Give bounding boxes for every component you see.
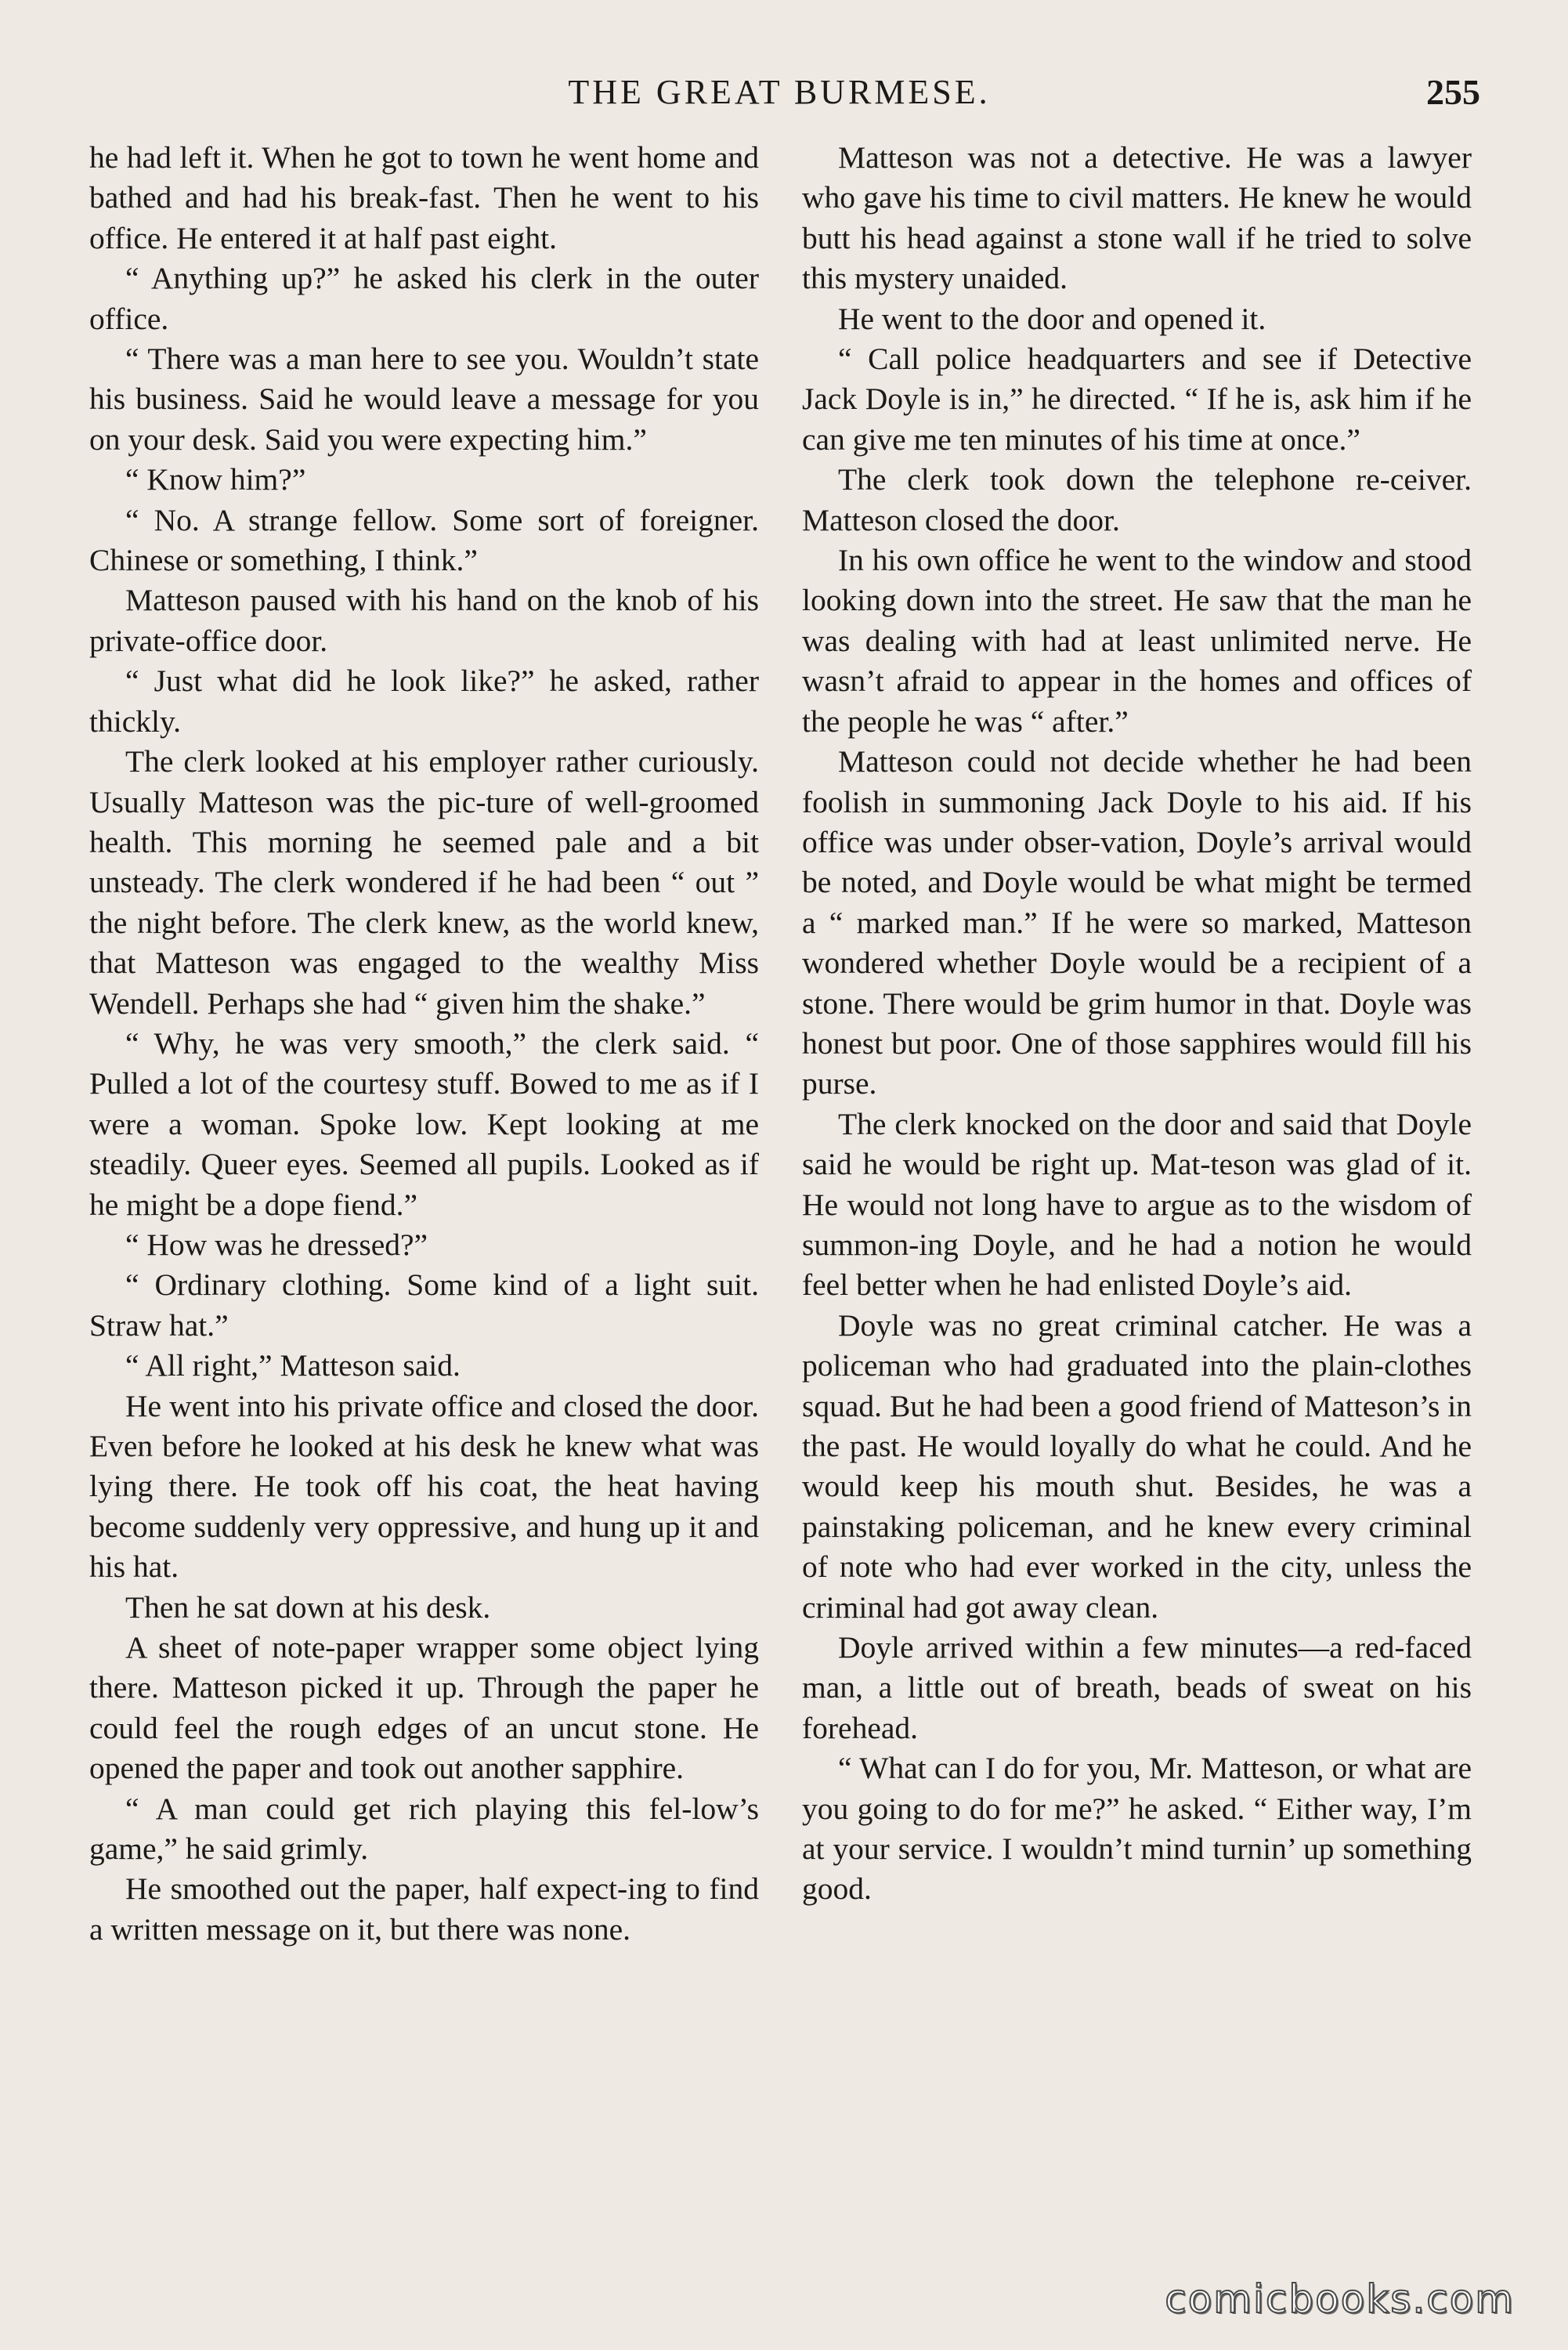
paragraph: “ Why, he was very smooth,” the clerk said. “ Pulled a lot of the courtesy stuff. Bowed to me as if I were a woman. Spoke low. Kept looking at me steadily. Queer eyes. Seemed all pupils. Looked as if he might be a dope fiend.” (89, 1025, 759, 1222)
paragraph: Doyle was no great criminal catcher. He was a policeman who had graduated into the plain-clothes squad. But he had been a good friend of Matteson’s in the past. He would loyally do what he could. And he would keep his mouth shut. Besides, he was a painstaking policeman, and he knew every criminal of note who had ever worked in the city, unless the criminal had got away clean. (802, 1307, 1472, 1625)
paragraph: he had left it. When he got to town he went home and bathed and had his break-fast. Then he went to his office. He entered it at half past eight. (89, 140, 759, 255)
paragraph: “ There was a man here to see you. Wouldn’t state his business. Said he would leave a message for you on your desk. Said you were expecting him.” (89, 342, 759, 457)
running-title: THE GREAT BURMESE. (568, 73, 991, 111)
paragraph: Matteson could not decide whether he had been foolish in summoning Jack Doyle to his aid. If his office was under obser-vation, Doyle’s arrival would be noted, and Doyle would be what might be termed a “ marked man.” If he were so marked, Matteson wondered whether Doyle would be a recipient of a stone. There would be grim humor in that. Doyle was honest but poor. One of those sapphires would fill his purse. (802, 744, 1472, 1101)
paragraph: “ Just what did he look like?” he asked, rather thickly. (89, 663, 759, 739)
paragraph: He smoothed out the paper, half expect-ing to find a written message on it, but there was none. (89, 1871, 759, 1947)
paragraph: “ Call police headquarters and see if Detective Jack Doyle is in,” he directed. “ If he is, ask him if he can give me ten minutes of his time at once.” (802, 342, 1472, 457)
paragraph: “ Know him?” (125, 462, 306, 497)
right-column (802, 138, 1472, 1910)
paragraph: He went into his private office and closed the door. Even before he looked at his desk he knew what was lying there. He took off his coat, the heat having become suddenly very oppressive, and hung up it and his hat. (89, 1388, 759, 1585)
paragraph: Matteson paused with his hand on the knob of his private-office door. (89, 583, 759, 658)
paragraph: The clerk knocked on the door and said that Doyle said he would be right up. Mat-teson was glad of it. He would not long have to argue as to the wisdom of summon-ing Doyle, and he had a notion he would feel better when he had enlisted Doyle’s aid. (802, 1106, 1472, 1303)
paragraph: “ How was he dressed?” (125, 1227, 428, 1262)
paragraph: Matteson was not a detective. He was a lawyer who gave his time to civil matters. He knew he would butt his head against a stone wall if he tried to solve this mystery unaided. (802, 140, 1472, 296)
paragraph: The clerk took down the telephone re-ceiver. Matteson closed the door. (802, 462, 1472, 537)
paragraph: “ All right,” Matteson said. (125, 1348, 461, 1383)
paragraph: “ A man could get rich playing this fel-low’s game,” he said grimly. (89, 1791, 759, 1867)
paragraph: He went to the door and opened it. (838, 301, 1266, 336)
watermark: comicbooks.com (1165, 2276, 1515, 2322)
left-column (89, 138, 759, 1950)
page-header (78, 69, 1480, 124)
paragraph: Doyle arrived within a few minutes—a red-faced man, a little out of breath, beads of sweat on his forehead. (802, 1630, 1472, 1745)
paragraph: In his own office he went to the window and stood looking down into the street. He saw that the man he was dealing with had at least unlimited nerve. He wasn’t afraid to appear in the homes and offices of the people he was “ after.” (802, 543, 1472, 739)
paragraph: “ No. A strange fellow. Some sort of foreigner. Chinese or something, I think.” (89, 502, 759, 578)
paragraph: The clerk looked at his employer rather curiously. Usually Matteson was the pic-ture of well-groomed health. This morning he seemed pale and a bit unsteady. The clerk wondered if he had been “ out ” the night before. The clerk knew, as the world knew, that Matteson was engaged to the wealthy Miss Wendell. Perhaps she had “ given him the shake.” (89, 744, 759, 1021)
paragraph: “ Anything up?” he asked his clerk in the outer office. (89, 261, 759, 336)
paragraph: Then he sat down at his desk. (125, 1589, 491, 1625)
page-number: 255 (1426, 72, 1480, 112)
paragraph: “ Ordinary clothing. Some kind of a light suit. Straw hat.” (89, 1267, 759, 1343)
paragraph: “ What can I do for you, Mr. Matteson, or what are you going to do for me?” he asked. “ Either way, I’m at your service. I wouldn’t mind turnin’ up something good. (802, 1751, 1472, 1907)
paragraph: A sheet of note-paper wrapper some object lying there. Matteson picked it up. Through the paper he could feel the rough edges of an uncut stone. He opened the paper and took out another sapphire. (89, 1630, 759, 1786)
